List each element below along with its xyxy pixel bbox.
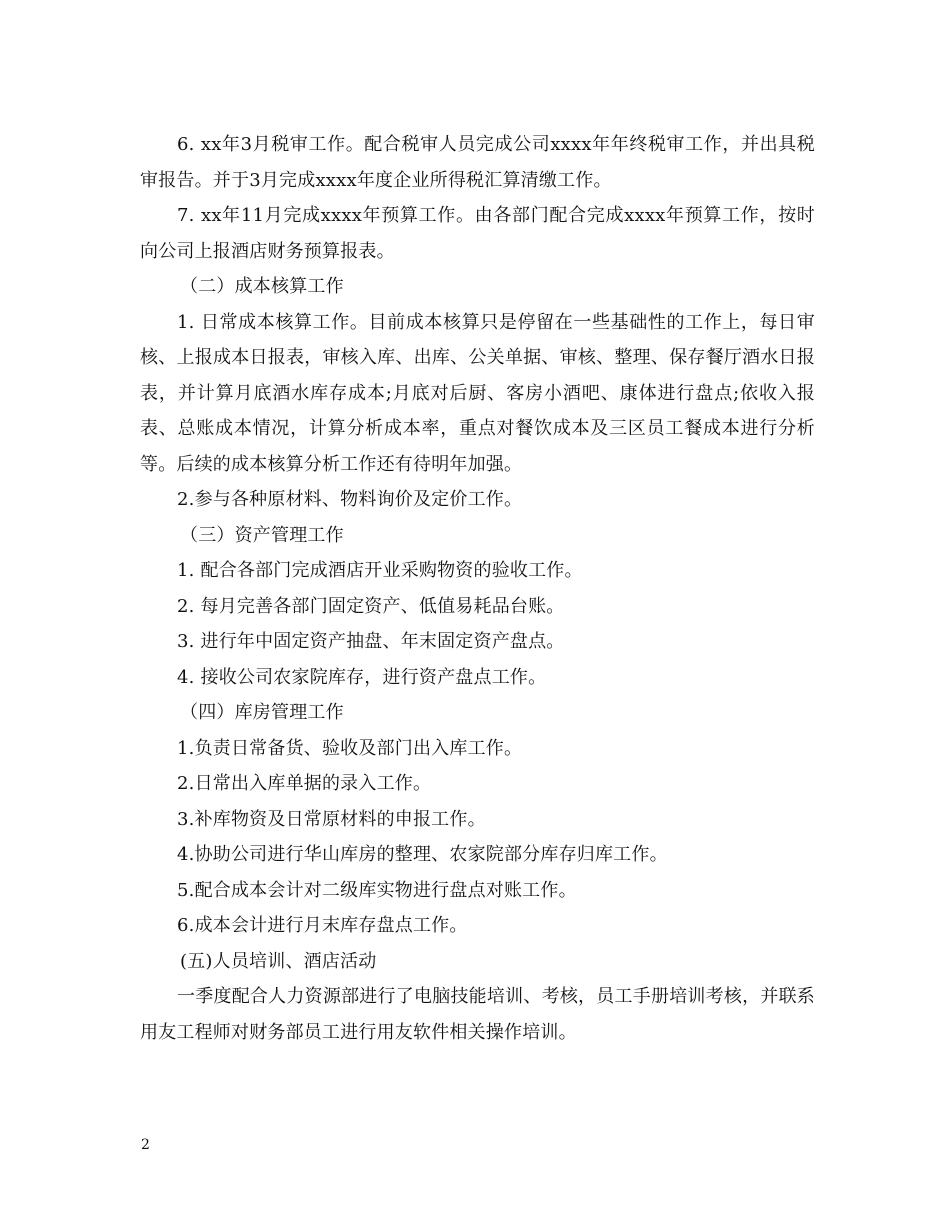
paragraph-warehouse-item-5: 5.配合成本会计对二级库实物进行盘点对账工作。 — [177, 879, 577, 901]
section-heading-asset-management: （三）资产管理工作 — [180, 524, 344, 546]
paragraph-warehouse-item-3: 3.补库物资及日常原材料的申报工作。 — [177, 808, 486, 830]
section-heading-training-activities: (五)人员培训、酒店活动 — [180, 950, 377, 972]
paragraph-asset-item-4: 4. 接收公司农家院库存，进行资产盘点工作。 — [177, 666, 547, 688]
paragraph-training: 一季度配合人力资源部进行了电脑技能培训、考核，员工手册培训考核，并联系用友工程师对财务部员工进行用友软件相关操作培训。 — [140, 986, 815, 1043]
paragraph-warehouse-item-2: 2.日常出入库单据的录入工作。 — [177, 773, 432, 794]
paragraph-warehouse-item-6: 6.成本会计进行月末库存盘点工作。 — [177, 915, 468, 936]
paragraph-warehouse-item-4: 4.协助公司进行华山库房的整理、农家院部分库存归库工作。 — [177, 844, 668, 865]
page-number: 2 — [141, 1137, 150, 1153]
section-heading-warehouse-management: （四）库房管理工作 — [180, 702, 344, 723]
paragraph-asset-item-3: 3. 进行年中固定资产抽盘、年末固定资产盘点。 — [177, 631, 565, 652]
paragraph-tax-audit: 6. xx年3月税审工作。配合税审人员完成公司xxxx年年终税审工作，并出具税审报告。并于3月完成xxxx年度企业所得税汇算清缴工作。 — [140, 134, 815, 191]
paragraph-asset-item-1: 1. 配合各部门完成酒店开业采购物资的验收工作。 — [177, 560, 583, 581]
paragraph-budget: 7. xx年11月完成xxxx年预算工作。由各部门配合完成xxxx年预算工作，按时向公司上报酒店财务预算报表。 — [140, 205, 815, 262]
document-body — [140, 127, 815, 1050]
paragraph-warehouse-item-1: 1.负责日常备货、验收及部门出入库工作。 — [177, 737, 523, 759]
section-heading-cost-accounting: （二）成本核算工作 — [180, 276, 344, 297]
paragraph-pricing: 2.参与各种原材料、物料询价及定价工作。 — [177, 489, 523, 510]
paragraph-asset-item-2: 2. 每月完善各部门固定资产、低值易耗品台账。 — [177, 595, 565, 617]
paragraph-daily-cost-accounting: 1. 日常成本核算工作。目前成本核算只是停留在一些基础性的工作上，每日审核、上报成本日报表，审核入库、出库、公关单据、审核、整理、保存餐厅酒水日报表，并计算月底酒水库存成本;月底对后厨、客房小酒吧、康体进行盘点;依收入报表、总账成本情况，计算分析成本率，重点对餐饮成本及三区员工餐成本进行分析等。后续的成本核算分析工作还有待明年加强。 — [140, 311, 815, 475]
